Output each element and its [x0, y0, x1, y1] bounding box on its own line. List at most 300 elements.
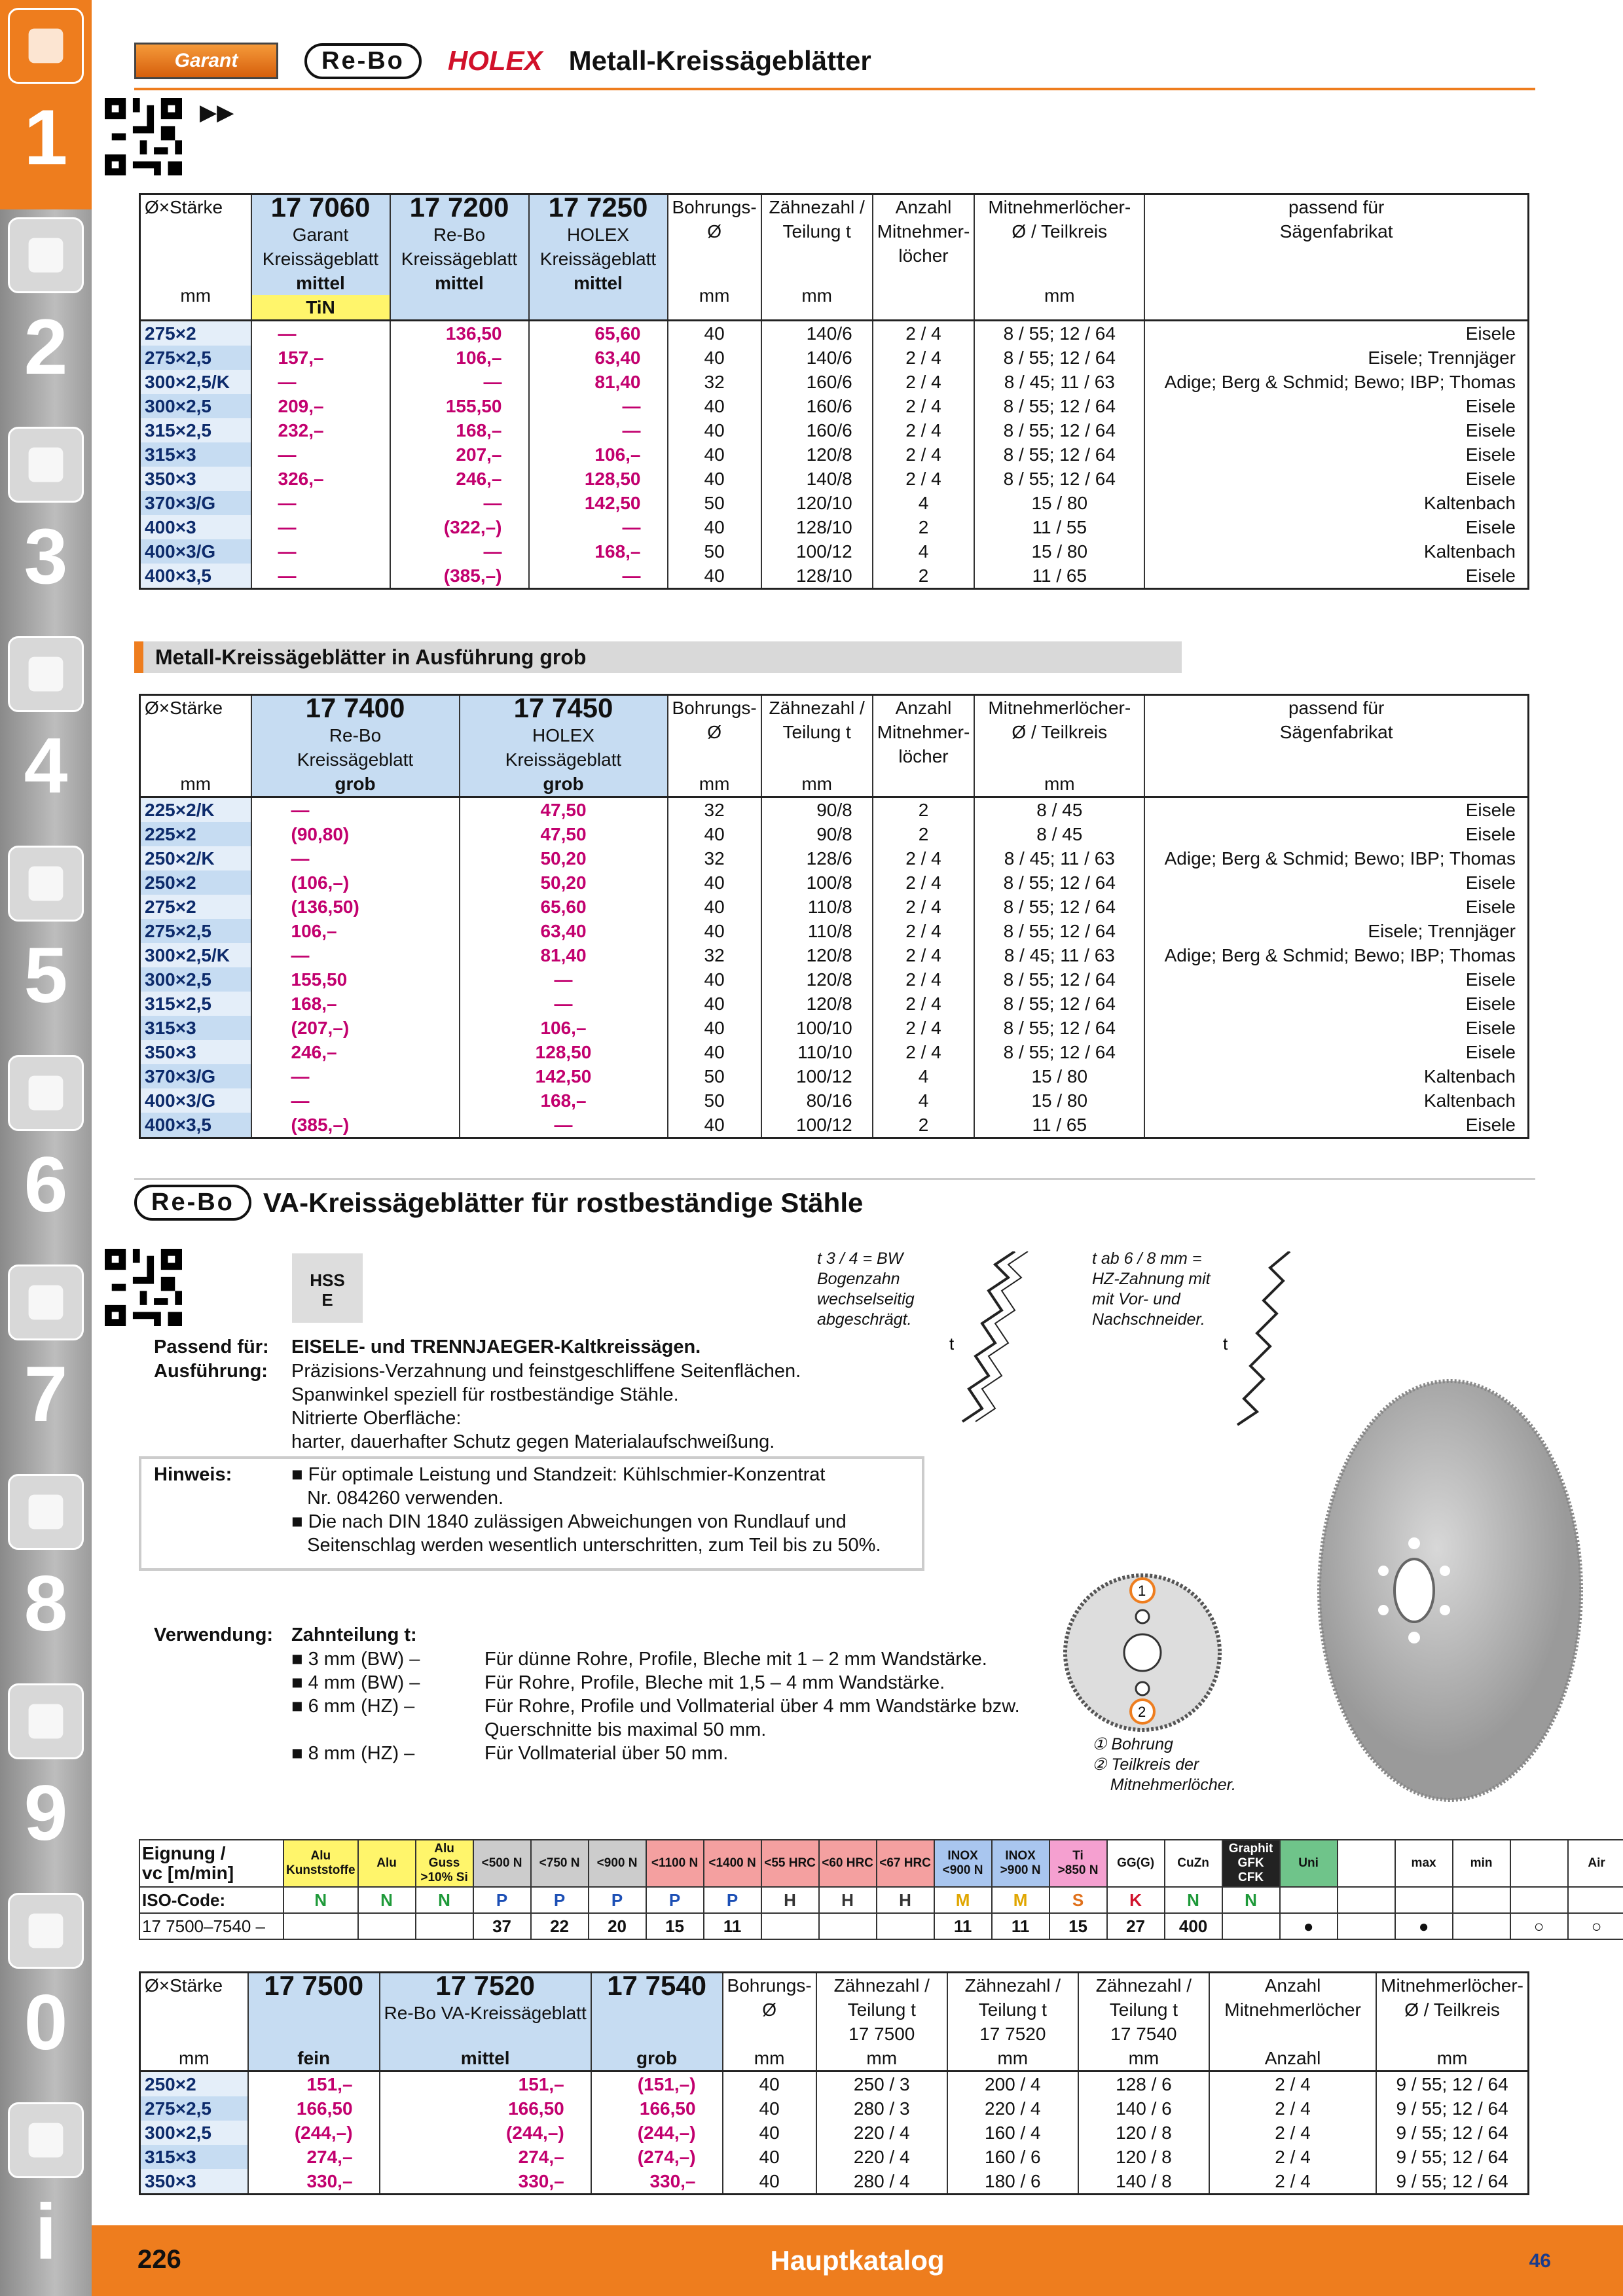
table-cell: (151,–)	[591, 2072, 723, 2097]
table-cell: 280 / 4	[816, 2169, 947, 2195]
iso-cell: N	[283, 1887, 358, 1913]
suit-val: 400	[1165, 1913, 1222, 1939]
list-item: Querschnitte bis maximal 50 mm.	[484, 1719, 767, 1740]
table-cell: 220 / 4	[947, 2096, 1078, 2121]
table-cell: 8 / 55; 12 / 64	[974, 1040, 1144, 1064]
chapter-tab-2[interactable]	[0, 209, 92, 419]
table-cell: 40	[668, 1016, 761, 1040]
chapter-tab-4[interactable]	[0, 628, 92, 838]
svg-text:1: 1	[1138, 1583, 1146, 1599]
table-cell: 47,50	[460, 797, 668, 823]
table-cell: 2 / 4	[873, 895, 975, 919]
table-row	[140, 539, 1529, 564]
table-cell: 330,–	[591, 2169, 723, 2195]
col-mitnehmer: Mitnehmerlöcher- Ø / Teilkreis	[974, 695, 1144, 772]
unit: mm	[668, 271, 761, 321]
table-row	[140, 370, 1529, 394]
col-anzahl: Anzahl Mitnehmer- löcher	[873, 695, 975, 772]
table-cell: 166,50	[248, 2096, 380, 2121]
unit: mm	[816, 2046, 947, 2072]
table-cell: 400×3/G	[140, 539, 251, 564]
table-cell: 32	[668, 846, 761, 870]
suit-col: <500 N	[473, 1840, 531, 1887]
table-cell: 40	[668, 564, 761, 589]
chapter-icon	[8, 1683, 84, 1759]
grade: mittel	[529, 271, 668, 321]
table-cell: 8 / 55; 12 / 64	[974, 1016, 1144, 1040]
chapter-tab-5[interactable]	[0, 838, 92, 1047]
unit: mm	[140, 271, 251, 321]
table-cell: 11 / 65	[974, 564, 1144, 589]
table-cell: 140/8	[761, 467, 873, 491]
table-cell: Eisele	[1144, 442, 1528, 467]
iso-cell	[1453, 1887, 1510, 1913]
table-cell: 300×2,5	[140, 967, 251, 992]
table-cell: 40	[668, 967, 761, 992]
holex-logo: HOLEX	[447, 45, 543, 76]
chapter-tab-3[interactable]	[0, 419, 92, 628]
table-row	[140, 2145, 1529, 2169]
text-line: Präzisions-Verzahnung und feinstgeschliffene Seitenflächen.	[291, 1361, 801, 1382]
table-cell: 8 / 45	[974, 797, 1144, 823]
table-cell: 2 / 4	[873, 442, 975, 467]
table-cell: —	[251, 943, 460, 967]
table-row	[140, 394, 1529, 418]
table-cell: (106,–)	[251, 870, 460, 895]
table-cell: 246,–	[390, 467, 529, 491]
table-cell: —	[460, 967, 668, 992]
suit-col: <55 HRC	[761, 1840, 819, 1887]
table-cell: Eisele	[1144, 1113, 1528, 1138]
table-cell: 4	[873, 1088, 975, 1113]
table-cell: 8 / 55; 12 / 64	[974, 442, 1144, 467]
chapter-tab-0[interactable]	[0, 1885, 92, 2094]
table-cell: 8 / 55; 12 / 64	[974, 467, 1144, 491]
saw-blade-photo-icon	[1313, 1374, 1588, 1806]
suit-col: Graphit GFK CFK	[1222, 1840, 1280, 1887]
suit-val	[416, 1913, 473, 1939]
table-row	[140, 321, 1529, 346]
table-cell: 40	[723, 2169, 816, 2195]
table-row	[140, 797, 1529, 823]
unit: mm	[140, 2046, 248, 2072]
iso-cell: P	[531, 1887, 589, 1913]
chapter-tab-i[interactable]	[0, 2094, 92, 2296]
table-cell: 315×3	[140, 2145, 248, 2169]
col-zahn: Zähnezahl / Teilung t 17 7520	[947, 1973, 1078, 2047]
table-cell: 4	[873, 539, 975, 564]
chapter-icon	[8, 1893, 84, 1969]
diagram-legend	[1092, 1734, 1236, 1795]
table-cell: Eisele	[1144, 895, 1528, 919]
text-line: abgeschrägt.	[817, 1310, 912, 1329]
suit-code: 17 7500–7540 –	[139, 1913, 283, 1939]
table-cell: 142,50	[529, 491, 668, 515]
text-line: wechselseitig	[817, 1290, 915, 1308]
table-cell: 2	[873, 797, 975, 823]
col-zahn: Zähnezahl / Teilung t 17 7540	[1078, 1973, 1209, 2047]
rebo-logo: Re-Bo	[134, 1185, 251, 1221]
table-cell: Kaltenbach	[1144, 1064, 1528, 1088]
table-cell: 300×2,5	[140, 394, 251, 418]
table-row	[140, 870, 1529, 895]
table-row	[140, 564, 1529, 589]
suit-val: ●	[1280, 1913, 1338, 1939]
iso-cell	[1568, 1887, 1623, 1913]
table-cell: Adige; Berg & Schmid; Bewo; IBP; Thomas	[1144, 846, 1528, 870]
table-cell: 350×3	[140, 2169, 248, 2195]
qr-code-icon	[105, 98, 182, 175]
table-cell: 8 / 55; 12 / 64	[974, 992, 1144, 1016]
ausfuehrung-text	[291, 1359, 801, 1454]
chapter-tab-1[interactable]	[0, 0, 92, 209]
col-bohrung: Bohrungs- Ø	[668, 695, 761, 772]
svg-text:t: t	[949, 1334, 955, 1354]
chapter-icon	[8, 1055, 84, 1131]
text-line: Bogenzahn	[817, 1270, 900, 1288]
table-cell: 50	[668, 1064, 761, 1088]
table-cell: 100/10	[761, 1016, 873, 1040]
table-cell: 128/10	[761, 515, 873, 539]
table-cell: 47,50	[460, 822, 668, 846]
table-cell: 8 / 55; 12 / 64	[974, 346, 1144, 370]
table-coarse-blades	[139, 694, 1529, 1139]
table-cell: 151,–	[248, 2072, 380, 2097]
chapter-icon	[8, 217, 84, 293]
table-row	[140, 2121, 1529, 2145]
text-line: harter, dauerhafter Schutz gegen Materialaufschweißung.	[291, 1431, 775, 1452]
grade: grob	[591, 2046, 723, 2072]
suit-val: 37	[473, 1913, 531, 1939]
passend-label: Passend für:	[154, 1336, 269, 1357]
col-zahn: Zähnezahl / Teilung t 17 7500	[816, 1973, 947, 2047]
suit-col: <1400 N	[704, 1840, 761, 1887]
table-cell: Eisele	[1144, 515, 1528, 539]
unit: mm	[974, 271, 1144, 321]
suit-val: 11	[934, 1913, 992, 1939]
unit: mm	[1376, 2046, 1528, 2072]
list-item: ■ 3 mm (BW) – Für dünne Rohre, Profile, Bleche mit 1 – 2 mm Wandstärke.	[291, 1649, 987, 1670]
table-cell: 120/8	[761, 943, 873, 967]
table-row	[140, 515, 1529, 539]
chapter-icon	[8, 636, 84, 712]
suit-val: ●	[1395, 1913, 1453, 1939]
table-cell: 275×2	[140, 895, 251, 919]
section-rule	[134, 1178, 1535, 1180]
page-header	[134, 38, 871, 84]
table-row	[140, 919, 1529, 943]
table-cell: —	[251, 370, 390, 394]
table-cell: 110/10	[761, 1040, 873, 1064]
suit-col: INOX <900 N	[934, 1840, 992, 1887]
table-cell: —	[529, 515, 668, 539]
table-cell: 280 / 3	[816, 2096, 947, 2121]
table-cell: 166,50	[591, 2096, 723, 2121]
suit-val: 22	[531, 1913, 589, 1939]
ausfuehrung-label: Ausführung:	[154, 1361, 268, 1382]
rebo-logo: Re-Bo	[304, 43, 422, 79]
suit-col: <900 N	[589, 1840, 646, 1887]
table-cell: —	[460, 1113, 668, 1138]
table-cell: 15 / 80	[974, 1088, 1144, 1113]
table-cell: 250×2/K	[140, 846, 251, 870]
table-cell: 120/8	[761, 967, 873, 992]
table-va-blades	[139, 1971, 1529, 2195]
table-cell: 330,–	[380, 2169, 591, 2195]
chapter-number: 3	[24, 512, 68, 600]
table-cell: 15 / 80	[974, 1064, 1144, 1088]
table-cell: Eisele; Trennjäger	[1144, 346, 1528, 370]
table-cell: —	[251, 539, 390, 564]
col-article: 17 7520 Re-Bo VA-Kreissägeblatt	[380, 1973, 591, 2047]
table-cell: 2 / 4	[1209, 2169, 1376, 2195]
table-row	[140, 1040, 1529, 1064]
table-cell: 246,–	[251, 1040, 460, 1064]
table-cell: 400×3	[140, 515, 251, 539]
col-bohrung: Bohrungs- Ø	[668, 194, 761, 272]
chapter-number: 1	[24, 94, 68, 181]
table-standard-blades	[139, 193, 1529, 590]
table-row	[140, 442, 1529, 467]
table-cell: 50,20	[460, 870, 668, 895]
table-cell: 8 / 55; 12 / 64	[974, 321, 1144, 346]
text-line: mit Vor- und	[1092, 1290, 1180, 1308]
table-row	[140, 1088, 1529, 1113]
table-cell: 8 / 55; 12 / 64	[974, 418, 1144, 442]
suit-val: 11	[704, 1913, 761, 1939]
suit-col: INOX >900 N	[992, 1840, 1049, 1887]
table-row	[140, 967, 1529, 992]
grade: grob	[460, 772, 668, 797]
table-cell: 8 / 55; 12 / 64	[974, 919, 1144, 943]
verwendung-list	[291, 1647, 1020, 1765]
table-cell: 120/8	[761, 992, 873, 1016]
table-cell: 40	[723, 2096, 816, 2121]
grade: mittel	[390, 271, 529, 321]
chapter-number: 5	[24, 931, 68, 1019]
suit-col: Uni	[1280, 1840, 1338, 1887]
col-dim: Ø×Stärke	[140, 194, 251, 272]
table-cell: 81,40	[529, 370, 668, 394]
table-row	[140, 346, 1529, 370]
chapter-sidebar	[0, 0, 92, 2296]
suit-val: 15	[646, 1913, 704, 1939]
table-row	[140, 2096, 1529, 2121]
table-row	[140, 992, 1529, 1016]
suit-val: 20	[589, 1913, 646, 1939]
table-cell: 315×3	[140, 442, 251, 467]
unit: mm	[723, 2046, 816, 2072]
table-cell: 225×2	[140, 822, 251, 846]
table-cell: 274,–	[380, 2145, 591, 2169]
table-row	[140, 491, 1529, 515]
chapter-icon	[8, 8, 84, 84]
table-cell: 128,50	[460, 1040, 668, 1064]
table-cell: 40	[668, 822, 761, 846]
table-cell: 2	[873, 515, 975, 539]
suit-val	[358, 1913, 416, 1939]
suit-val	[761, 1913, 819, 1939]
chapter-tab-8[interactable]	[0, 1466, 92, 1676]
table-cell: 2 / 4	[873, 967, 975, 992]
col-passend: passend für Sägenfabrikat	[1144, 194, 1528, 272]
table-cell: 128/6	[761, 846, 873, 870]
col-article: 17 7060 Garant Kreissägeblatt	[251, 194, 390, 272]
iso-cell: K	[1107, 1887, 1165, 1913]
suit-col: <60 HRC	[819, 1840, 877, 1887]
iso-cell: P	[646, 1887, 704, 1913]
table-cell: —	[251, 1088, 460, 1113]
table-cell: Kaltenbach	[1144, 491, 1528, 515]
suit-val	[877, 1913, 934, 1939]
unit: mm	[668, 772, 761, 797]
suit-col: Alu	[358, 1840, 416, 1887]
chapter-tab-7[interactable]	[0, 1257, 92, 1466]
iso-cell	[1395, 1887, 1453, 1913]
table-cell: 250×2	[140, 2072, 248, 2097]
unit: mm	[761, 271, 873, 321]
table-cell: 40	[668, 515, 761, 539]
table-cell: 275×2	[140, 321, 251, 346]
table-cell: 250 / 3	[816, 2072, 947, 2097]
table-cell: 40	[668, 870, 761, 895]
table-cell: —	[251, 442, 390, 467]
chapter-number: 7	[24, 1350, 68, 1438]
table-cell: Kaltenbach	[1144, 1088, 1528, 1113]
table-row	[140, 418, 1529, 442]
table-cell: 207,–	[390, 442, 529, 467]
table-cell: 9 / 55; 12 / 64	[1376, 2072, 1528, 2097]
table-cell: (244,–)	[380, 2121, 591, 2145]
text-line: Nachschneider.	[1092, 1310, 1205, 1329]
table-row	[140, 943, 1529, 967]
table-cell: 100/12	[761, 539, 873, 564]
col-article: 17 7500	[248, 1973, 380, 2047]
table-row	[140, 2072, 1529, 2097]
table-cell: 40	[668, 442, 761, 467]
iso-cell: P	[589, 1887, 646, 1913]
table-cell: Eisele	[1144, 967, 1528, 992]
suit-val	[1222, 1913, 1280, 1939]
table-cell: 275×2,5	[140, 919, 251, 943]
table-cell: (385,–)	[251, 1113, 460, 1138]
col-anzahl: Anzahl Mitnehmer- löcher	[873, 194, 975, 272]
table-cell: 32	[668, 797, 761, 823]
iso-cell	[1510, 1887, 1568, 1913]
table-cell: 32	[668, 370, 761, 394]
table-row	[140, 2169, 1529, 2195]
table-cell: —	[251, 491, 390, 515]
table-cell: 50,20	[460, 846, 668, 870]
table-cell: —	[251, 515, 390, 539]
table-cell: —	[390, 539, 529, 564]
text-line: ① Bohrung	[1092, 1735, 1173, 1753]
suit-col: <1100 N	[646, 1840, 704, 1887]
page-footer	[92, 2225, 1623, 2296]
table-cell: 15 / 80	[974, 491, 1144, 515]
table-cell: 8 / 55; 12 / 64	[974, 967, 1144, 992]
table-cell: 209,–	[251, 394, 390, 418]
chapter-tab-9[interactable]	[0, 1676, 92, 1885]
table-cell: 180 / 6	[947, 2169, 1078, 2195]
table-cell: 274,–	[248, 2145, 380, 2169]
list-item: ■ 4 mm (BW) – Für Rohre, Profile, Bleche mit 1,5 – 4 mm Wandstärke.	[291, 1672, 945, 1693]
blade-hole-diagram-icon	[1061, 1571, 1224, 1734]
hinweis-text	[291, 1463, 881, 1557]
table-cell: 8 / 55; 12 / 64	[974, 870, 1144, 895]
iso-cell: P	[473, 1887, 531, 1913]
table-cell: 40	[668, 467, 761, 491]
table-cell: (322,–)	[390, 515, 529, 539]
header-rule	[134, 88, 1535, 90]
chapter-icon	[8, 1474, 84, 1550]
grade: grob	[251, 772, 460, 797]
hz-tooth-note	[1092, 1249, 1211, 1330]
table-cell: 168,–	[390, 418, 529, 442]
table-cell: 90/8	[761, 822, 873, 846]
text-line: Nr. 084260 verwenden.	[291, 1488, 504, 1509]
chapter-number: 4	[24, 722, 68, 810]
table-cell: 40	[668, 346, 761, 370]
table-cell: Adige; Berg & Schmid; Bewo; IBP; Thomas	[1144, 370, 1528, 394]
table-cell: 140 / 6	[1078, 2096, 1209, 2121]
table-cell: 2 / 4	[1209, 2145, 1376, 2169]
table-cell: 300×2,5	[140, 2121, 248, 2145]
zahnteilung-label: Zahnteilung t:	[291, 1624, 417, 1645]
text-line: ■ Für optimale Leistung und Standzeit: Kühlschmier-Konzentrat	[291, 1464, 826, 1485]
table-cell: 160 / 4	[947, 2121, 1078, 2145]
table-cell: —	[529, 418, 668, 442]
garant-logo: Garant	[134, 43, 278, 79]
table-cell: 80/16	[761, 1088, 873, 1113]
suit-val	[1338, 1913, 1395, 1939]
table-cell: 2 / 4	[873, 394, 975, 418]
table-cell: Eisele; Trennjäger	[1144, 919, 1528, 943]
table-row	[140, 1113, 1529, 1138]
table-cell: 9 / 55; 12 / 64	[1376, 2121, 1528, 2145]
suit-val	[1453, 1913, 1510, 1939]
table-cell: Eisele	[1144, 394, 1528, 418]
table-cell: 120 / 8	[1078, 2121, 1209, 2145]
table-cell: Eisele	[1144, 992, 1528, 1016]
table-cell: 50	[668, 1088, 761, 1113]
table-cell: 400×3,5	[140, 564, 251, 589]
table-cell: 220 / 4	[816, 2121, 947, 2145]
table-cell: 11 / 55	[974, 515, 1144, 539]
iso-cell: M	[992, 1887, 1049, 1913]
table-cell: 2 / 4	[873, 370, 975, 394]
grade: mittel TiN	[251, 271, 390, 321]
bw-tooth-note	[817, 1249, 915, 1330]
table-cell: 168,–	[460, 1088, 668, 1113]
table-cell: 15 / 80	[974, 539, 1144, 564]
table-cell: 50	[668, 539, 761, 564]
table-cell: 330,–	[248, 2169, 380, 2195]
suit-val: ○	[1568, 1913, 1623, 1939]
table-cell: 120/10	[761, 491, 873, 515]
table-cell: (90,80)	[251, 822, 460, 846]
table-cell: 2 / 4	[873, 467, 975, 491]
table-cell: 2 / 4	[873, 943, 975, 967]
suitability-table	[139, 1839, 1623, 1940]
table-cell: 250×2	[140, 870, 251, 895]
table-cell: 8 / 45; 11 / 63	[974, 370, 1144, 394]
table-cell: 8 / 55; 12 / 64	[974, 394, 1144, 418]
table-cell: 160/6	[761, 394, 873, 418]
chapter-tab-6[interactable]	[0, 1047, 92, 1257]
table-cell: (136,50)	[251, 895, 460, 919]
table-cell: —	[251, 1064, 460, 1088]
